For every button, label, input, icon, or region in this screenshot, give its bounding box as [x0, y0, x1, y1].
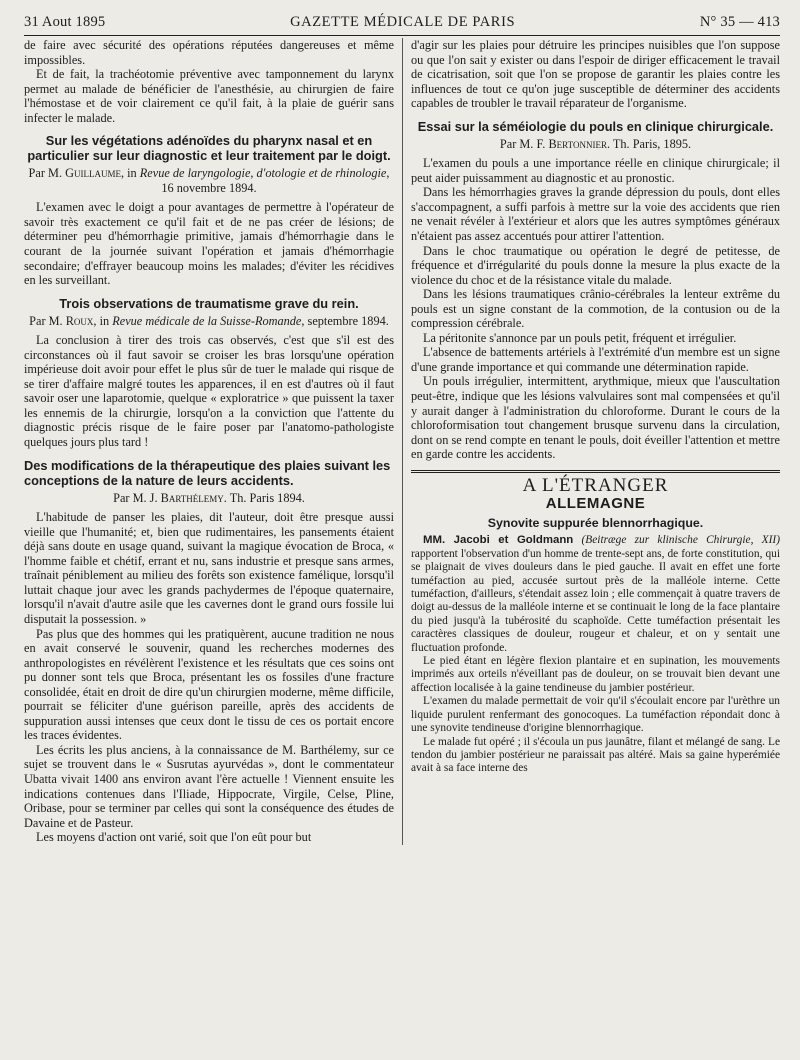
author-name: Barthélemy [160, 490, 224, 505]
paragraph: Un pouls irrégulier, intermittent, arythmique, mieux que l'auscultation peut-être, indique que les lésions valvulaires sont mal compensées et qu'il y aurait danger à l'administration du chloroforme. Durant le cours de la chloroformisation tout changement brusque survenu dans la circulation, dont on se rend compte en tenant le pouls, doit éveiller l'attention et mettre en garde contre les accidents. [411, 374, 780, 462]
article-byline: Par M. J. Barthélemy. Th. Paris 1894. [113, 490, 305, 505]
paragraph: L'absence de battements artériels à l'extrémité d'un membre est un signe d'une grande importance et qui commande une détermination rapide. [411, 345, 780, 374]
paragraph: L'examen du pouls a une importance réelle en clinique chirurgicale; il peut aider puissamment au diagnostic et au pronostic. [411, 156, 780, 185]
source-journal: Revue de laryngologie, d'otologie et de rhinologie [139, 166, 387, 181]
text-columns [24, 38, 780, 845]
paragraph: L'examen avec le doigt a pour avantages de permettre à l'opérateur de savoir très exactement ce qu'il fait et de ne pas créer de lésions; de déterminer peu d'hémorrhagie primitive, jamais d'hémorrhagie dans le courant de la journée suivant l'opération et jamais d'hémorrhagie secondaire; d'effrayer beaucoup moins les malades; d'éviter les récidives en les surveillant. [24, 200, 394, 288]
article-title: Trois observations de traumatisme grave du rein. [59, 295, 359, 311]
article-byline: Par M. Roux, in Revue médicale de la Suisse-Romande, septembre 1894. [29, 313, 389, 328]
right-column [402, 38, 780, 845]
header-issue-page: N° 35 — 413 [699, 14, 780, 30]
paragraph: La péritonite s'annonce par un pouls petit, fréquent et irrégulier. [423, 330, 737, 345]
paragraph: L'examen du malade permettait de voir qu'il s'écoulait encore par l'urèthre un liquide purulent renfermant des gonocoques. La tuméfaction répondait donc à une synovite tendineuse d'origine blennorrhagique. [411, 695, 780, 735]
source-reference: (Beitræge zur klinische Chirurgie, XII) [581, 534, 780, 547]
article-title: Des modifications de la thérapeutique des plaies suivant les conceptions de la nature de leurs accidents. [24, 457, 391, 488]
authors-lead: MM. Jacobi et Goldmann [423, 534, 574, 547]
article-title: Essai sur la séméiologie du pouls en clinique chirurgicale. [417, 118, 774, 134]
left-column [24, 38, 402, 845]
section-heading: A L'ÉTRANGER [522, 474, 669, 496]
paragraph: La conclusion à tirer des trois cas observés, c'est que s'il est des circonstances où il faut savoir se croiser les bras lorsqu'une opération impérieuse doit avoir pour effet le plus sûr de tuer le malade qui risque de se tirer d'affaire malgré toutes les apparences, il en est d'autres où il faut savoir oser une laparotomie, quelque « exploratrice » que puissent la taxer les ennemis de la chirurgie, lorsqu'on a la conviction que l'attente du diagnostic précis risque de le faire poser par l'anatomo-pathologiste quelques jours plus tard ! [24, 333, 394, 450]
paragraph: d'agir sur les plaies pour détruire les principes nuisibles que l'on suppose ou que l'on sait y exister ou dans l'espoir de diriger efficacement le travail de cicatrisation, soit que l'on se propose de garantir les plaies contre les influences de tout ce qu'on juge susceptible de déterminer des accidents capables de troubler le travail réparateur de l'organisme. [411, 38, 780, 111]
paragraph: Pas plus que des hommes qui les pratiquèrent, aucune tradition ne nous en avait conservé le souvenir, quand les recherches modernes des anthropologistes en révélèrent l'existence et les résultats que ces soins ont pu donner sont tels que Broca, présentant les os fossiles d'une fracture consolidée, était en droit de dire qu'un chirurgien moderne, même difficile, pourrait se féliciter d'une guérison pareille, après des accidents de suppuration aussi intenses que ceux dont le tissu de ces os portait encore les traces évidentes. [24, 626, 394, 743]
paragraph: Les écrits les plus anciens, à la connaissance de M. Barthélemy, sur ce sujet se trouvent dans le « Susrutas ayurvédas », dont le commentateur Ubatta vivait 1400 ans environ avant l'ère actuelle ! Viennent ensuite les indications contenues dans l'Iliade, Hippocrate, Virgile, Celse, Pline, Oribase, pour se terminer par celles qui sont la conséquence des études de Davaine et de Pasteur. [24, 742, 394, 830]
paragraph: Dans les lésions traumatiques crânio-cérébrales la lenteur extrême du pouls est un signe constant de la commotion, de la contusion ou de la compression cérébrale. [411, 287, 780, 331]
article-byline: Par M. Guillaume, in Revue de laryngologie, d'otologie et de rhinologie, 16 novembre 1894. [28, 166, 390, 195]
paragraph: MM. Jacobi et Goldmann (Beitræge zur klinische Chirurgie, XII) rapportent l'observation d'un homme de trente-sept ans, de forte constitution, qui se plaignait de vives douleurs dans le pied gauche. Il avait en effet une forte tuméfaction au pied, accusée surtout près de la malléole interne. Cette tuméfaction, d'ailleurs, s'étendait assez loin ; elle commençait à quatre travers de doigt au-dessus de la malléole interne et se continuait le long de la face plantaire du pied jusqu'à la tubérosité du scaphoïde. Cette tuméfaction présentait les caractères classiques de douleur, rougeur et chaleur, et on y sentait une fluctuation profonde. [411, 534, 780, 654]
paragraph: Dans les hémorrhagies graves la grande dépression du pouls, dont elles s'accompagnent, a suffi parfois à mettre sur la voie des accidents que rien ne venait révéler à l'extérieur et alors que les autres symptômes généraux n'étaient pas assez accentués pour attirer l'attention. [411, 185, 780, 244]
paragraph: Dans le choc traumatique ou opération le degré de petitesse, de fréquence et d'irrégularité du pouls donne la mesure la plus exacte de la violence du choc et de la résistance vitale du malade. [411, 243, 780, 287]
paragraph: Le pied étant en légère flexion plantaire et en supination, les mouvements imprimés aux orteils n'éveillant pas de douleur, on se trouvait bien devant une affection localisée à la gaine tendineuse du jambier postérieur. [411, 655, 780, 694]
header-date: 31 Aout 1895 [24, 14, 106, 30]
paragraph: Et de fait, la trachéotomie préventive avec tamponnement du larynx permet au malade de bénéficier de l'anesthésie, au chirurgien de faire l'hémostase et de voir clairement ce qu'il fait, à la plaie de guérir sans infecter le malade. [24, 67, 394, 125]
paragraph: L'habitude de panser les plaies, dit l'auteur, doit être presque aussi vieille que l'humanité; et, bien que rudimentaires, les pansements étaient déjà sans doute en usage quand, suivant la magique évocation de Broca, « l'homme faible et chétif, errant et nu, sans industrie et presque sans armes, traînait péniblement au milieu des forêts son existence famélique, lorsqu'il luttait chaque jour avec les grands pachydermes de l'époque quaternaire, lorsqu'il n'avait d'autre asile que les cavernes dont le grand ours fossile lui disputait la possession. » [24, 510, 394, 626]
author-name: Bertonnier [548, 136, 607, 151]
paragraph: Les moyens d'action ont varié, soit que l'on eût pour but [36, 830, 312, 845]
paragraph: Le malade fut opéré ; il s'écoula un pus jaunâtre, filant et mélangé de sang. Le tendon du jambier postérieur ne paraissait pas altéré. Mais sa gaine hyperémiée avait à sa face interne des [411, 735, 780, 775]
author-name: Guillaume [65, 166, 121, 181]
running-header [24, 14, 780, 36]
paragraph: de faire avec sécurité des opérations réputées dangereuses et même impossibles. [24, 38, 394, 67]
author-name: Roux [65, 313, 94, 328]
article-title: Sur les végétations adénoïdes du pharynx nasal et en particulier sur leur diagnostic et leur traitement par le doigt. [27, 133, 391, 164]
journal-title: GAZETTE MÉDICALE DE PARIS [290, 14, 516, 30]
small-print-article [411, 534, 780, 775]
article-title: Synovite suppurée blennorrhagique. [487, 515, 704, 530]
source-journal: Revue médicale de la Suisse-Romande [112, 313, 302, 328]
section-divider [411, 470, 780, 473]
article-byline: Par M. F. Bertonnier. Th. Paris, 1895. [499, 136, 692, 151]
country-heading: ALLEMAGNE [545, 495, 646, 513]
